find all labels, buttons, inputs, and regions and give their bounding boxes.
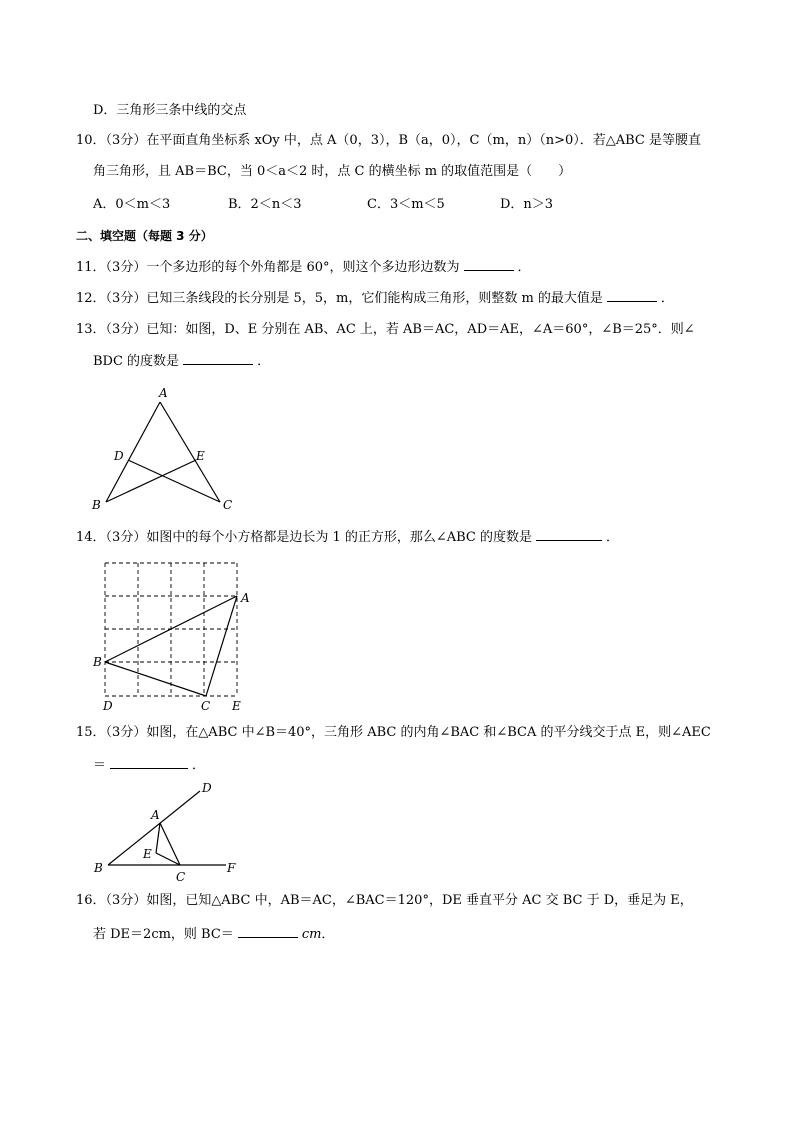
- q13-end: ．: [257, 354, 271, 369]
- q15-stem-line1: 15．（3分）如图，在△ABC 中∠B＝40°，三角形 ABC 的内角∠BAC 和∠BCA 的平分线交于点 E，则∠AEC: [76, 725, 711, 740]
- q15-end: ．: [192, 758, 206, 773]
- q15-text: ＝: [93, 758, 107, 773]
- q13-label-c: C: [223, 498, 233, 512]
- q10-stem-line1: 10．（3分）在平面直角坐标系 xOy 中，点 A（0，3），B（a，0），C（m，n）（n>0）．若△ABC 是等腰直: [76, 133, 701, 148]
- q13-side-ac: [160, 402, 220, 502]
- q13-segment-be: [106, 460, 196, 502]
- q10-option-a: A．0＜m＜3: [93, 197, 171, 212]
- q15-segment-ec: [156, 853, 180, 865]
- q16-answer-blank[interactable]: [238, 925, 298, 938]
- q15-answer-blank[interactable]: [110, 756, 188, 769]
- q14-grid-figure: [90, 558, 260, 713]
- q14-label-e: E: [232, 699, 241, 713]
- q13-stem-line2: [93, 352, 270, 371]
- q13-stem-line1: 13．（3分）已知：如图，D、E 分别在 AB、AC 上，若 AB＝AC，AD＝AE，∠A＝60°，∠B＝25°．则∠: [76, 322, 695, 337]
- q13-answer-blank[interactable]: [183, 352, 253, 365]
- q14-label-a: A: [241, 591, 250, 605]
- q14-text: 14．（3分）如图中的每个小方格都是边长为 1 的正方形，那么∠ABC 的度数是: [76, 530, 533, 545]
- q12-end: ．: [660, 291, 674, 306]
- q16-stem-line1: 16．（3分）如图，已知△ABC 中，AB＝AC，∠BAC＝120°，DE 垂直平分 AC 交 BC 于 D，垂足为 E，: [76, 893, 693, 908]
- q14-stem: [76, 528, 619, 547]
- q12-text: 12．（3分）已知三条线段的长分别是 5，5，m，它们能构成三角形，则整数 m 的最大值是: [76, 291, 603, 306]
- q13-label-b: B: [92, 498, 101, 512]
- q15-label-a: A: [151, 808, 160, 822]
- q12-stem: [76, 289, 674, 308]
- q9-option-d: D．三角形三条中线的交点: [93, 103, 247, 118]
- q15-stem-line2: [93, 756, 205, 775]
- q11-text: 11．（3分）一个多边形的每个外角都是 60°，则这个多边形边数为: [76, 260, 460, 275]
- q13-text: BDC 的度数是: [93, 354, 180, 369]
- q11-end: ．: [517, 260, 531, 275]
- q14-end: ．: [606, 530, 620, 545]
- q15-label-b: B: [94, 861, 103, 875]
- q12-answer-blank[interactable]: [607, 289, 657, 302]
- q11-answer-blank[interactable]: [464, 258, 514, 271]
- q14-label-b: B: [93, 655, 102, 669]
- q15-label-e: E: [143, 847, 152, 861]
- q13-label-a: A: [159, 386, 168, 400]
- q14-segment-ac: [206, 596, 237, 696]
- q15-triangle-figure: [88, 778, 258, 883]
- q10-option-d: D．n＞3: [500, 197, 554, 212]
- q14-label-c: C: [201, 699, 211, 713]
- q11-stem: [76, 258, 531, 277]
- q13-label-e: E: [196, 449, 205, 463]
- q15-label-f: F: [227, 861, 236, 875]
- q10-option-b: B．2＜n＜3: [228, 197, 302, 212]
- q15-segment-ae: [156, 823, 160, 853]
- q13-segment-cd: [128, 460, 220, 502]
- q15-side-ac: [160, 823, 180, 865]
- q15-label-c: C: [176, 870, 186, 883]
- q10-option-c: C．3＜m＜5: [367, 197, 445, 212]
- q13-label-d: D: [114, 449, 124, 463]
- q14-answer-blank[interactable]: [536, 528, 602, 541]
- q16-stem-line2: [93, 925, 334, 944]
- q15-label-d: D: [202, 781, 212, 795]
- q14-label-d: D: [103, 699, 113, 713]
- q13-triangle-figure: [88, 382, 248, 512]
- q10-stem-line2: 角三角形，且 AB＝BC，当 0＜a＜2 时，点 C 的横坐标 m 的取值范围是（ ）: [93, 164, 572, 179]
- section-heading-fill-in: 二、填空题（每题 3 分）: [76, 229, 213, 243]
- q15-ray-bd: [108, 791, 200, 865]
- q16-end: ．: [321, 927, 335, 942]
- q16-text: 若 DE＝2cm，则 BC＝: [93, 927, 234, 942]
- q16-unit: cm: [301, 927, 322, 942]
- q14-segment-bc: [105, 662, 206, 696]
